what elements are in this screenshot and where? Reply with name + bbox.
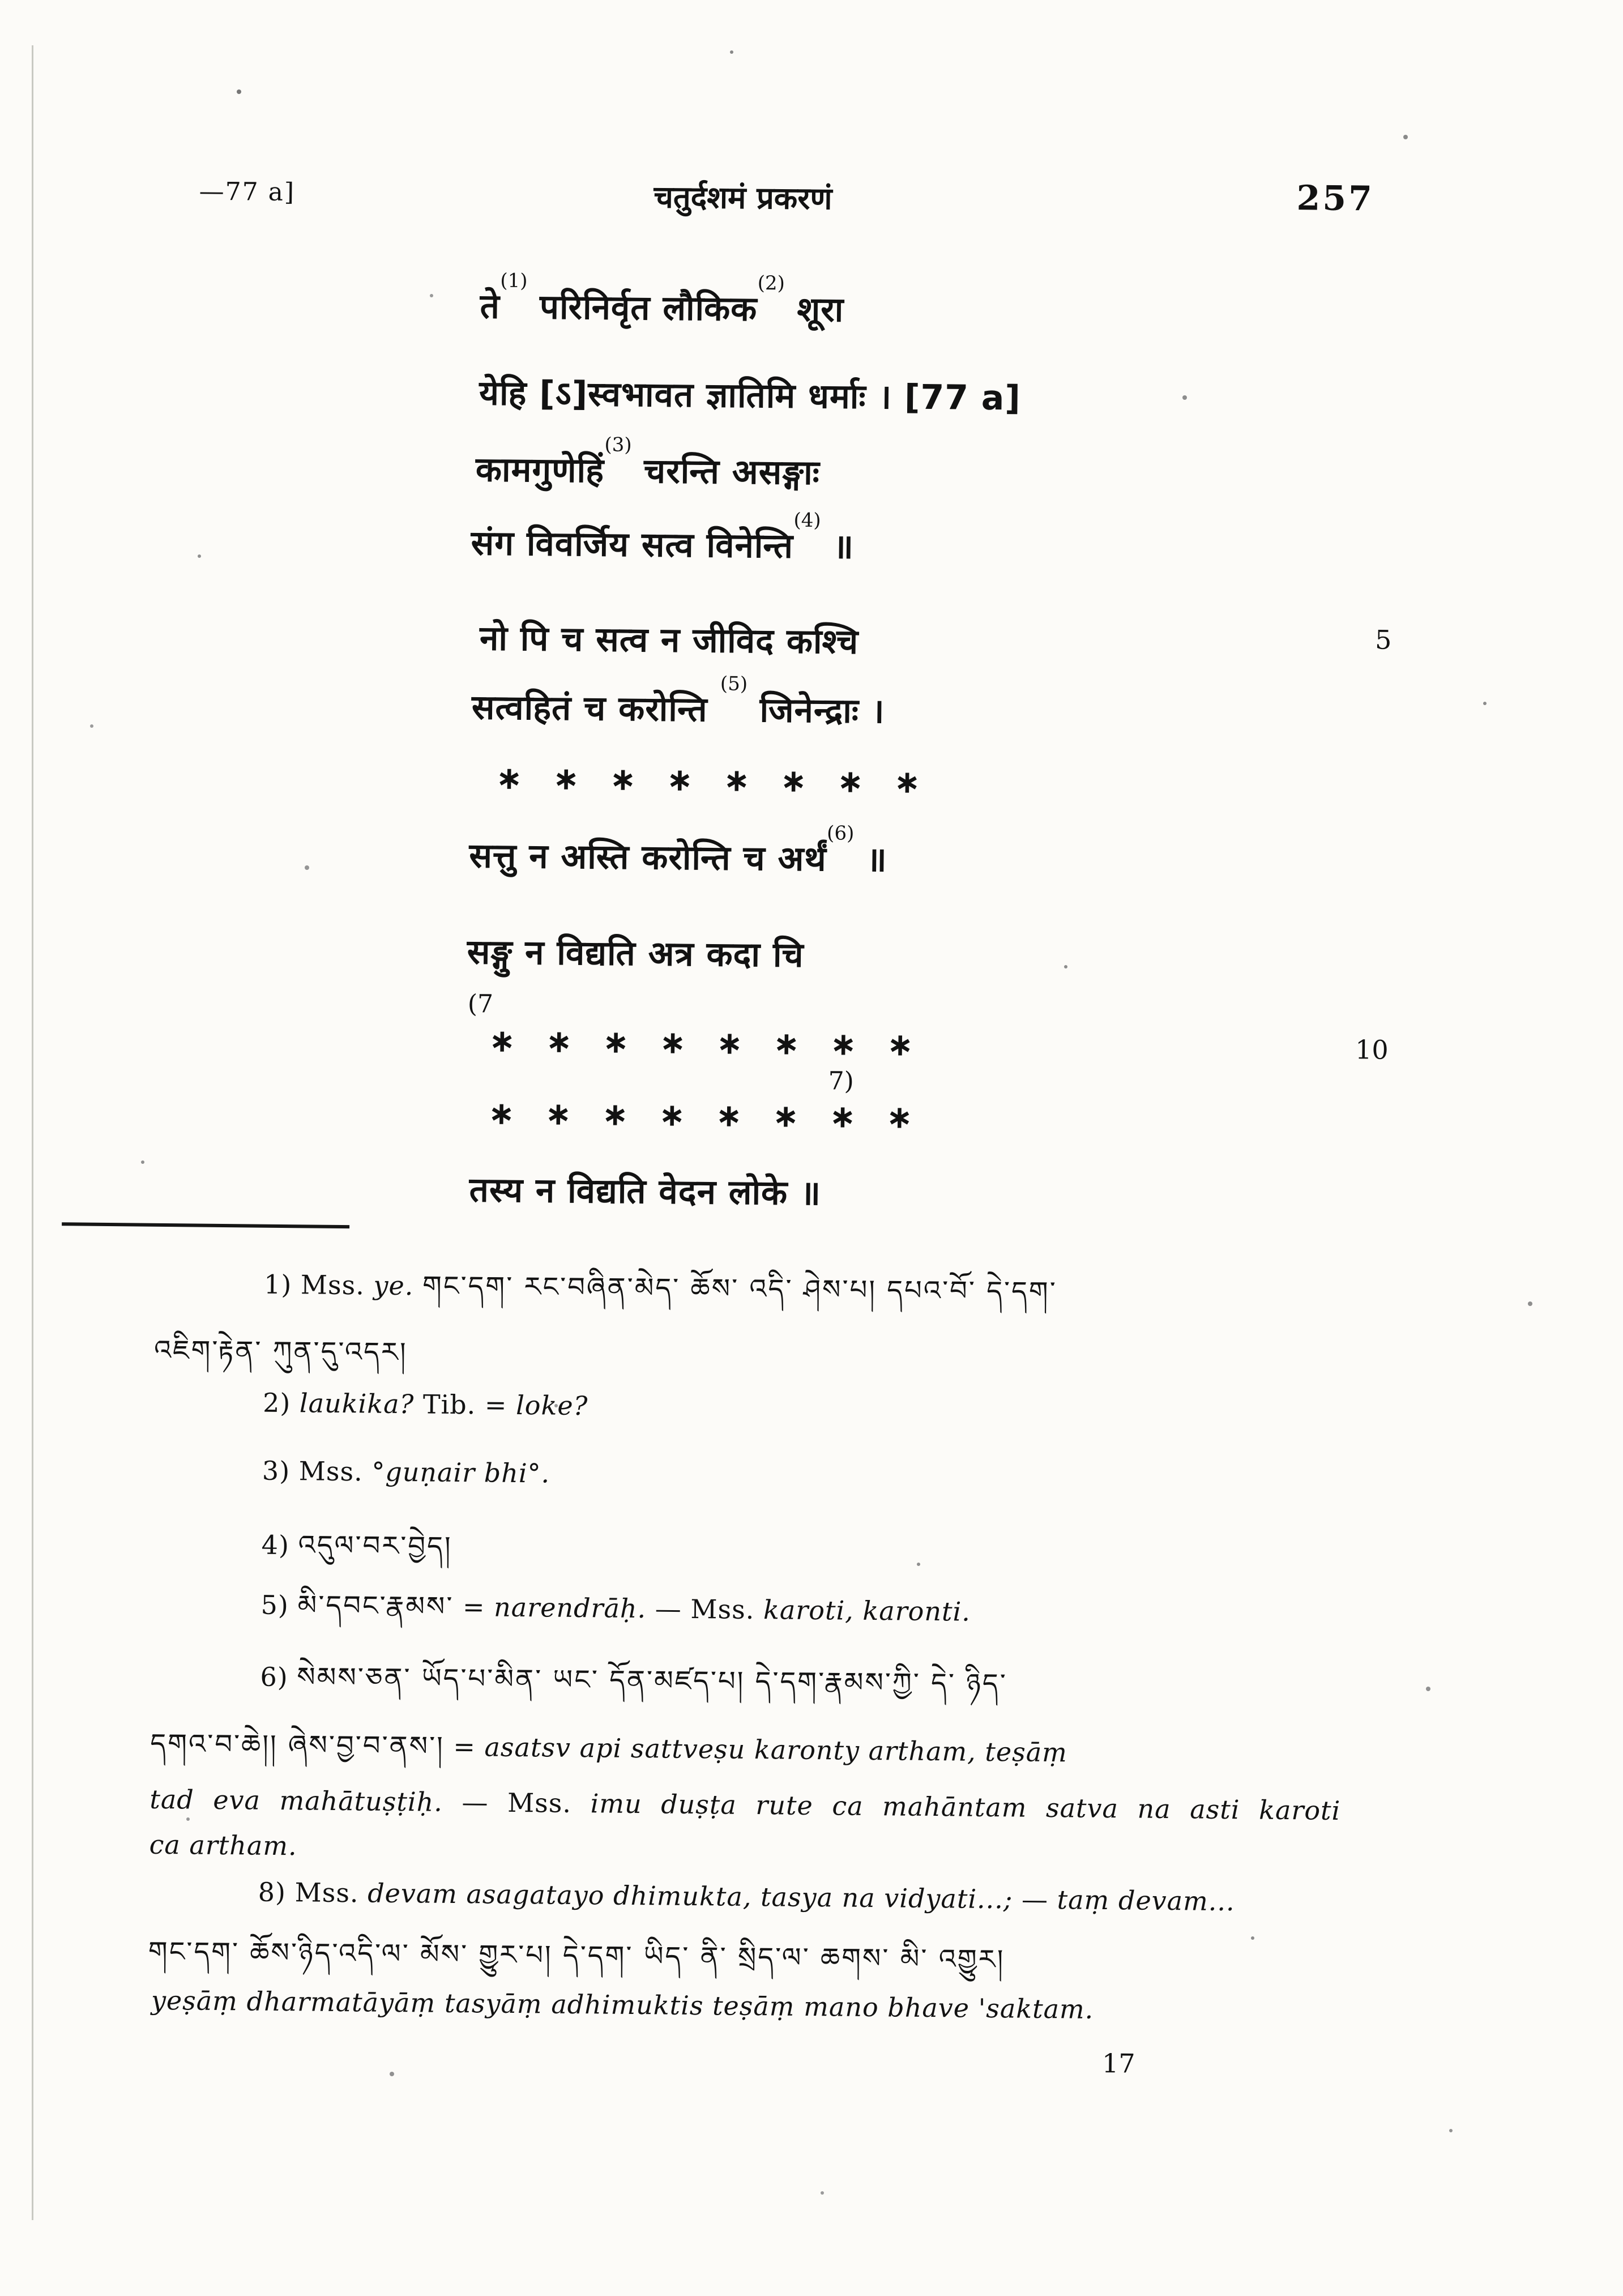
verse-line-7: सत्तु न अस्ति करोन्ति च अर्थं$^{(6)}$ ॥	[469, 822, 888, 880]
verse-line-4: संग विवर्जिय सत्व विनेन्ति$^{(4)}$ ॥	[471, 509, 855, 567]
tibetan-text: གང་དག་ རང་བཞིན་མེད་ ཆོས་ འདི་ ཤེས་པ། དཔའ་བོ་ དེ་དག་	[422, 1270, 1057, 1308]
verse-line-2: येहि [ऽ]स्वभावत ज्ञातिमि धर्माः । [77 a]	[479, 373, 1022, 419]
fragment-marker-open-7: (7	[467, 989, 494, 1019]
footnote-ref-6: (6)	[826, 822, 855, 845]
lacuna-asterisks-row-2: ∗ ∗ ∗ ∗ ∗ ∗ ∗ ∗	[488, 1022, 914, 1064]
verse-line-5: नो पि च सत्व न जीविद कश्चि	[479, 618, 859, 662]
footnote-ref-1: (1)	[500, 269, 528, 293]
tibetan-text: གང་དག་ ཆོས་ཉིད་འདི་ལ་ མོས་ གྱུར་པ། དེ་དག་ ཡིད་ ནི་ སྲིད་ལ་ ཆགས་ མི་ འགྱུར།	[148, 1935, 1005, 1976]
tibetan-text: འདུལ་བར་བྱེད།	[298, 1529, 452, 1563]
footnote-ref-5: (5)	[720, 672, 748, 695]
verse-line-3: कामगुणेहिं$^{(3)}$ चरन्ति असङ्गाः	[475, 433, 821, 493]
footnote-8-line-1: 8) Mss. devam asagatayo dhimukta, tasya na vidyati...; — taṃ devam...	[258, 1876, 1235, 1917]
footnote-8-line-3: yeṣāṃ dharmatāyāṃ tasyāṃ adhimuktis teṣāṃ mano bhave 'saktam.	[151, 1985, 1094, 2025]
tibetan-text: མི་དབང་རྣམས་	[297, 1589, 454, 1623]
verse-line-6: सत्वहितं च करोन्ति $^{(5)}$ जिनेन्द्राः ।	[471, 672, 885, 732]
verse-line-8: सङ्गु न विद्यति अत्र कदा चि	[467, 932, 804, 975]
margin-line-number-5: 5	[1374, 624, 1392, 655]
fragment-marker-close-7: 7)	[828, 1066, 855, 1096]
margin-line-number-10: 10	[1355, 1034, 1389, 1065]
footnote-6-line-2: དགའ་བ་ཆེ།། ཞེས་བྱ་བ་ནས་། = asatsv api sattveṣu karonty artham, teṣāṃ	[150, 1727, 1068, 1768]
lacuna-asterisks-row-3: ∗ ∗ ∗ ∗ ∗ ∗ ∗ ∗	[488, 1095, 913, 1136]
footnote-ref-2: (2)	[757, 271, 785, 295]
chapter-title: चतुर्दशमं प्रकरणं	[654, 179, 832, 217]
footnote-1-line-1: 1) Mss. ye. གང་དག་ རང་བཞིན་མེད་ ཆོས་ འདི་ ཤེས་པ། དཔའ་བོ་ དེ་དག་	[263, 1269, 1057, 1308]
tibetan-text: འཇིག་རྟེན་ ཀུན་དུ་འདར།	[153, 1334, 408, 1369]
footnote-1-line-2	[153, 1320, 408, 1398]
page-number: 257	[1296, 178, 1375, 219]
signature-number: 17	[1101, 2047, 1135, 2079]
tibetan-text: དགའ་བ་ཆེ།། ཞེས་བྱ་བ་ནས་།	[150, 1727, 445, 1762]
footnote-ref-4: (4)	[793, 509, 821, 532]
tibetan-text: སེམས་ཅན་ ཡོད་པ་མིན་ ཡང་ དོན་མཛད་པ། དེ་དག་རྣམས་ཀྱི་ དེ་ ཉིད་	[297, 1661, 1007, 1700]
footnote-ref-3: (3)	[604, 433, 632, 456]
footnote-6-line-3: tad eva mahātuṣṭiḥ. — Mss. imu duṣṭa rute ca mahāntam satva na asti karoti	[150, 1783, 1341, 1826]
verse-line-1: ते$^{(1)}$ परिनिर्वृत लौकिक$^{(2)}$ शूरा	[480, 269, 844, 330]
footnote-separator-rule	[62, 1222, 349, 1228]
footnote-4: 4) འདུལ་བར་བྱེད།	[261, 1529, 452, 1563]
folio-marker: —77 a]	[199, 177, 296, 207]
footnote-3: 3) Mss. °guṇair bhi°.	[262, 1455, 550, 1489]
footnote-6-line-1: 6) སེམས་ཅན་ ཡོད་པ་མིན་ ཡང་ དོན་མཛད་པ། དེ་དག་རྣམས་ཀྱི་ དེ་ ཉིད་	[260, 1661, 1007, 1700]
verse-line-9: तस्य न विद्यति वेदन लोके ॥	[469, 1170, 822, 1214]
lacuna-asterisks-row-1: ∗ ∗ ∗ ∗ ∗ ∗ ∗ ∗	[496, 759, 921, 801]
footnote-2: 2) laukika? Tib. = loke?	[262, 1387, 588, 1422]
footnote-5: 5) མི་དབང་རྣམས་ = narendrāḥ. — Mss. karoti, karonti.	[260, 1589, 971, 1627]
footnote-6-line-4: ca artham.	[149, 1829, 297, 1862]
